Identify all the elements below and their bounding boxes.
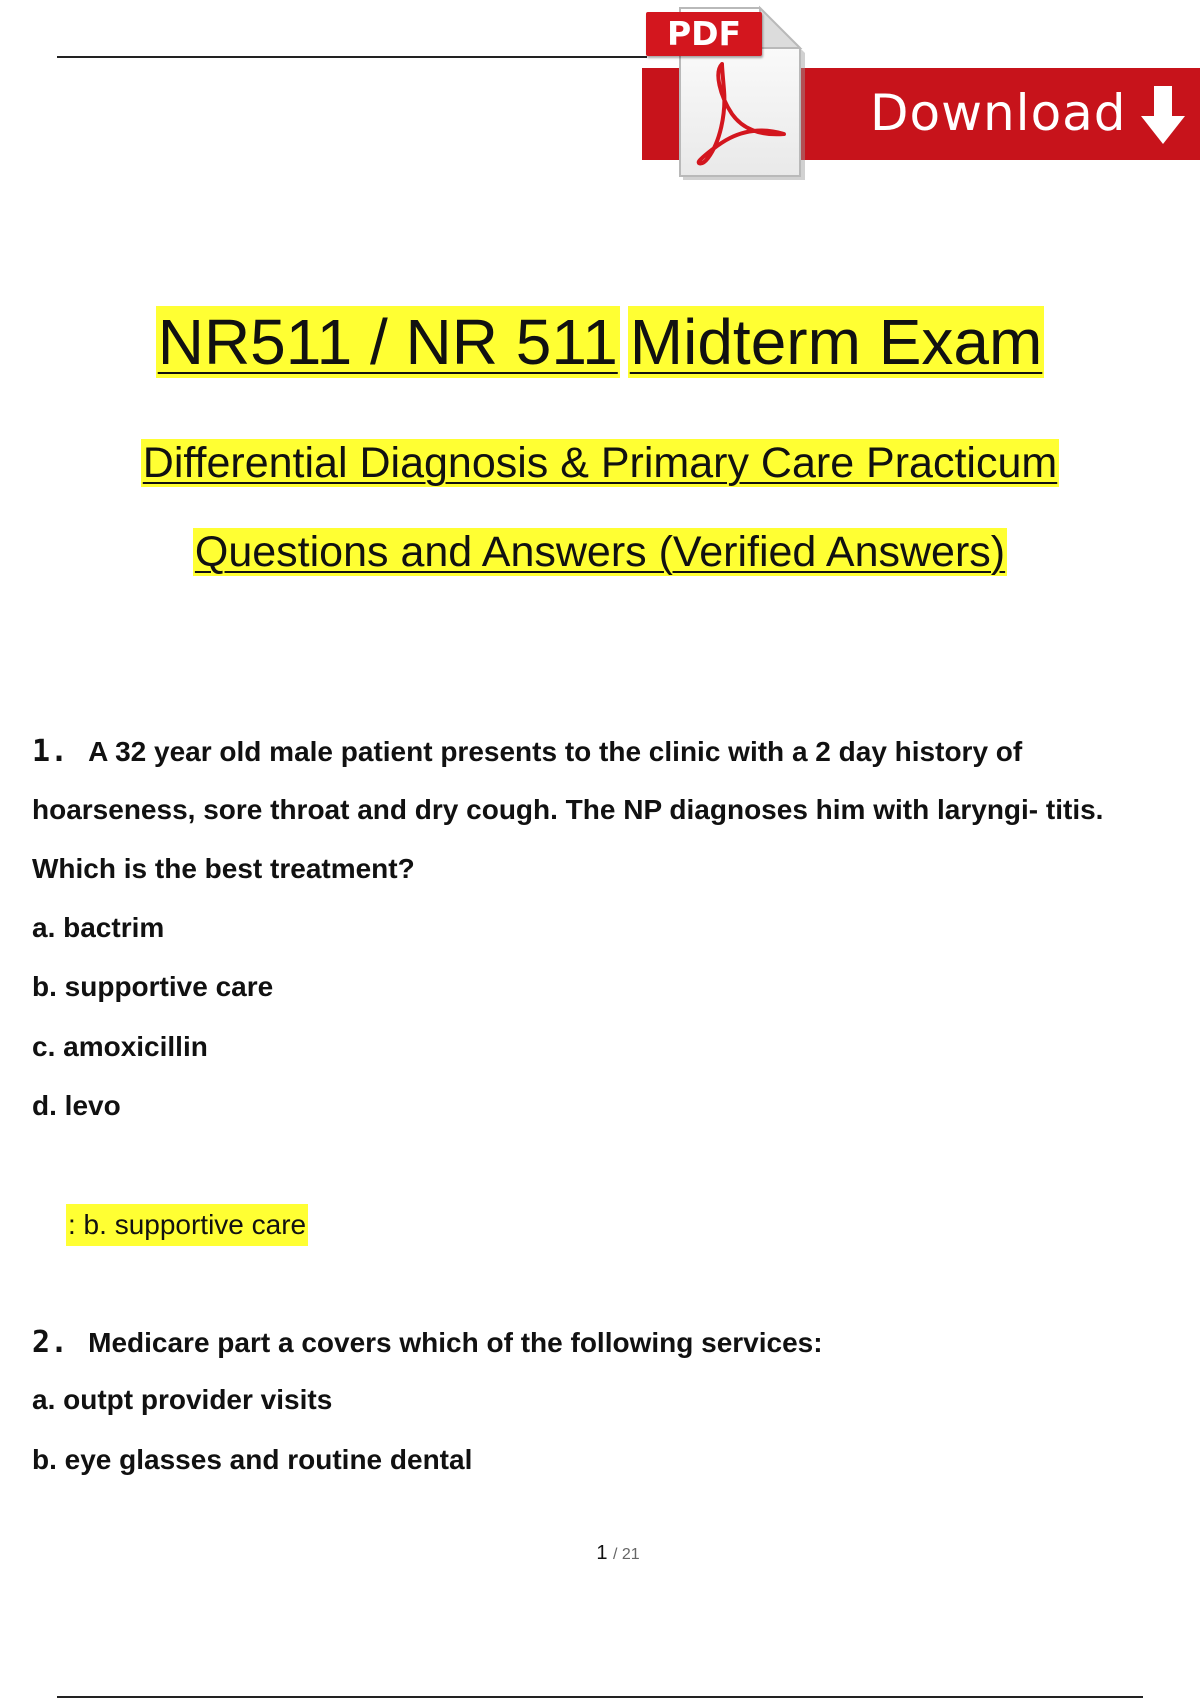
download-arrow-icon[interactable] — [1139, 84, 1187, 148]
subtitle-description: Questions and Answers (Verified Answers) — [194, 528, 1006, 576]
question-1-option-b: b. supportive care — [32, 971, 274, 1002]
question-1-option-a: a. bactrim — [32, 912, 165, 943]
question-1-stem-line-3: Which is the best treatment? — [32, 853, 415, 884]
subtitle-line-1 — [0, 434, 1200, 492]
page-current: 1 — [596, 1542, 608, 1564]
top-divider — [57, 56, 647, 58]
page-total: / 21 — [613, 1546, 640, 1563]
question-1-stem-line-2: hoarseness, sore throat and dry cough. The NP diagnoses him with laryngi- titis. — [32, 794, 1104, 825]
question-2-stem-line-1 — [32, 1325, 823, 1360]
pdf-label: PDF — [646, 12, 762, 56]
page-indicator — [0, 1542, 1200, 1565]
question-1-number: 1. — [32, 734, 69, 769]
question-2-number: 2. — [32, 1325, 69, 1360]
question-2-option-b: b. eye glasses and routine dental — [32, 1444, 473, 1475]
title-course-code: NR511 / NR 511 — [157, 306, 618, 378]
question-1-text-1: A 32 year old male patient presents to the clinic with a 2 day history of — [88, 736, 1023, 767]
question-2-option-a: a. outpt provider visits — [32, 1384, 333, 1415]
question-1-option-c: c. amoxicillin — [32, 1031, 208, 1062]
download-button-label[interactable]: Download — [870, 84, 1127, 142]
question-1-stem-line-1 — [32, 734, 1022, 769]
question-1-option-d: d. levo — [32, 1090, 121, 1121]
subtitle-course-name: Differential Diagnosis & Primary Care Practicum — [142, 439, 1058, 487]
question-1-answer: : b. supportive care — [66, 1204, 308, 1246]
title-exam-name: Midterm Exam — [629, 306, 1043, 378]
subtitle-line-2 — [0, 523, 1200, 581]
page-title — [0, 300, 1200, 384]
question-2-text-1: Medicare part a covers which of the following services: — [88, 1327, 823, 1358]
bottom-divider — [57, 1696, 1143, 1698]
